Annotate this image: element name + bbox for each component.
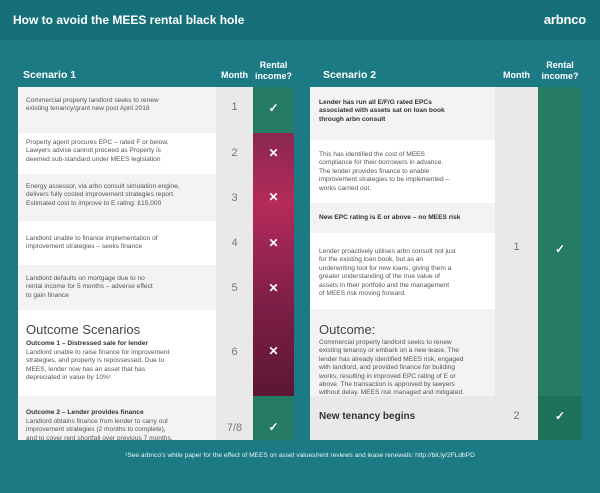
s1-row-3-text: Energy assessor, via arbn consult simulation engine, delivers fully costed improvement strategies report. Estimated cost to improve to E rating: £15,000 [26,183,180,207]
s1-row-4-text: Landlord unable to finance implementation of improvement strategies – seeks finance [26,235,158,251]
s2-month-1: 1 [513,241,520,253]
s2-month-column [495,87,538,440]
scenario1-month-header: Month [221,70,248,80]
s1-row-4-month: 4 [231,237,238,249]
s1-month-column [216,87,253,440]
tick-icon: ✓ [554,242,566,256]
footnote: ¹See arbnco's white paper for the effect of MEES on asset values/rent reviews and lease renewals: http://bit.ly/2FLdbPD [125,452,475,459]
cross-icon: ✕ [268,146,279,160]
s2-block-3-title: New EPC rating is E or above – no MEES risk [319,214,461,221]
s1-outcome1-title: Outcome 1 – Distressed sale for lender [26,340,149,347]
scenario2-month-header: Month [503,70,530,80]
scenario2-heading: Scenario 2 [323,69,377,81]
s2-block-4-text: Lender proactively utilises arbn consult not just for the existing loan book, but as an underwriting tool for new loans, giving them a greater understanding of the true value of assets in their portfolio and the management of MEES risk moving forward. [319,248,456,298]
cross-icon: ✕ [268,190,279,204]
cross-icon: ✕ [268,344,279,358]
s1-row-3-month: 3 [231,192,238,204]
scenario1-rental-header: Rental income? [254,60,292,81]
s1-outcome2-month: 7/8 [226,422,243,434]
s1-row-2-month: 2 [231,147,238,159]
s1-row-5-month: 5 [231,282,238,294]
s1-row-2-text: Property agent procures EPC – rated F or below. Lawyers advise cannot proceed as Property is deemed sub-standard under MEES legislation [26,139,169,163]
tick-icon: ✓ [268,420,279,434]
s2-outcome-text: Commercial property landlord seeks to renew existing tenancy or embark on a new lease. The lender has already identified MEES risk, engaged with landlord, and provided finance for building works, resulting in improved EPC rating of E or above. The transaction is approved by lawyers without delay. MEES risk managed and mitigated. [319,339,465,397]
s1-row-1-text: Commercial property landlord seeks to renew existing tenancy/grant new post April 2018 [26,97,159,113]
cross-icon: ✕ [268,236,279,250]
s2-block-2-text: This has identified the cost of MEES compliance for their borrowers in advance. The lender provides finance to enable improvement strategies to be implemented – works carried out. [319,151,450,192]
s2-block-1-text: Lender has run all E/F/G rated EPCs associated with assets sat on loan book through arbn consult [319,99,445,123]
s1-outcome-title: Outcome Scenarios [26,322,141,337]
s2-outcome-title: Outcome: [319,322,376,337]
cross-icon: ✕ [268,281,279,295]
scenario1-heading: Scenario 1 [23,69,77,81]
s2-month-2: 2 [513,410,520,422]
tick-icon: ✓ [268,101,279,115]
tick-icon: ✓ [554,409,566,423]
s2-new-tenancy-text: New tenancy begins [319,411,416,422]
page-title: How to avoid the MEES rental black hole [13,13,245,27]
s1-outcome2-text: Landlord obtains finance from lender to carry out improvement strategies (2 months to complete), and to cover rent shortfall over previous 7 months. [26,418,173,442]
s1-outcome1-text: Landlord unable to raise finance for improvement strategies, and property is repossessed. Due to MEES, lender now has an asset that has depreciated in value by 10%¹ [26,349,170,382]
s1-outcome1-month: 6 [231,346,238,358]
arbnco-logo: arbnco [543,12,586,27]
scenario2-rental-header: Rental income? [541,60,579,81]
s1-outcome2-title: Outcome 2 – Lender provides finance [26,409,144,416]
s1-row-5-text: Landlord defaults on mortgage due to no rental income for 5 months – adverse effect to gain finance [26,275,153,299]
s1-row-1-month: 1 [231,101,238,113]
